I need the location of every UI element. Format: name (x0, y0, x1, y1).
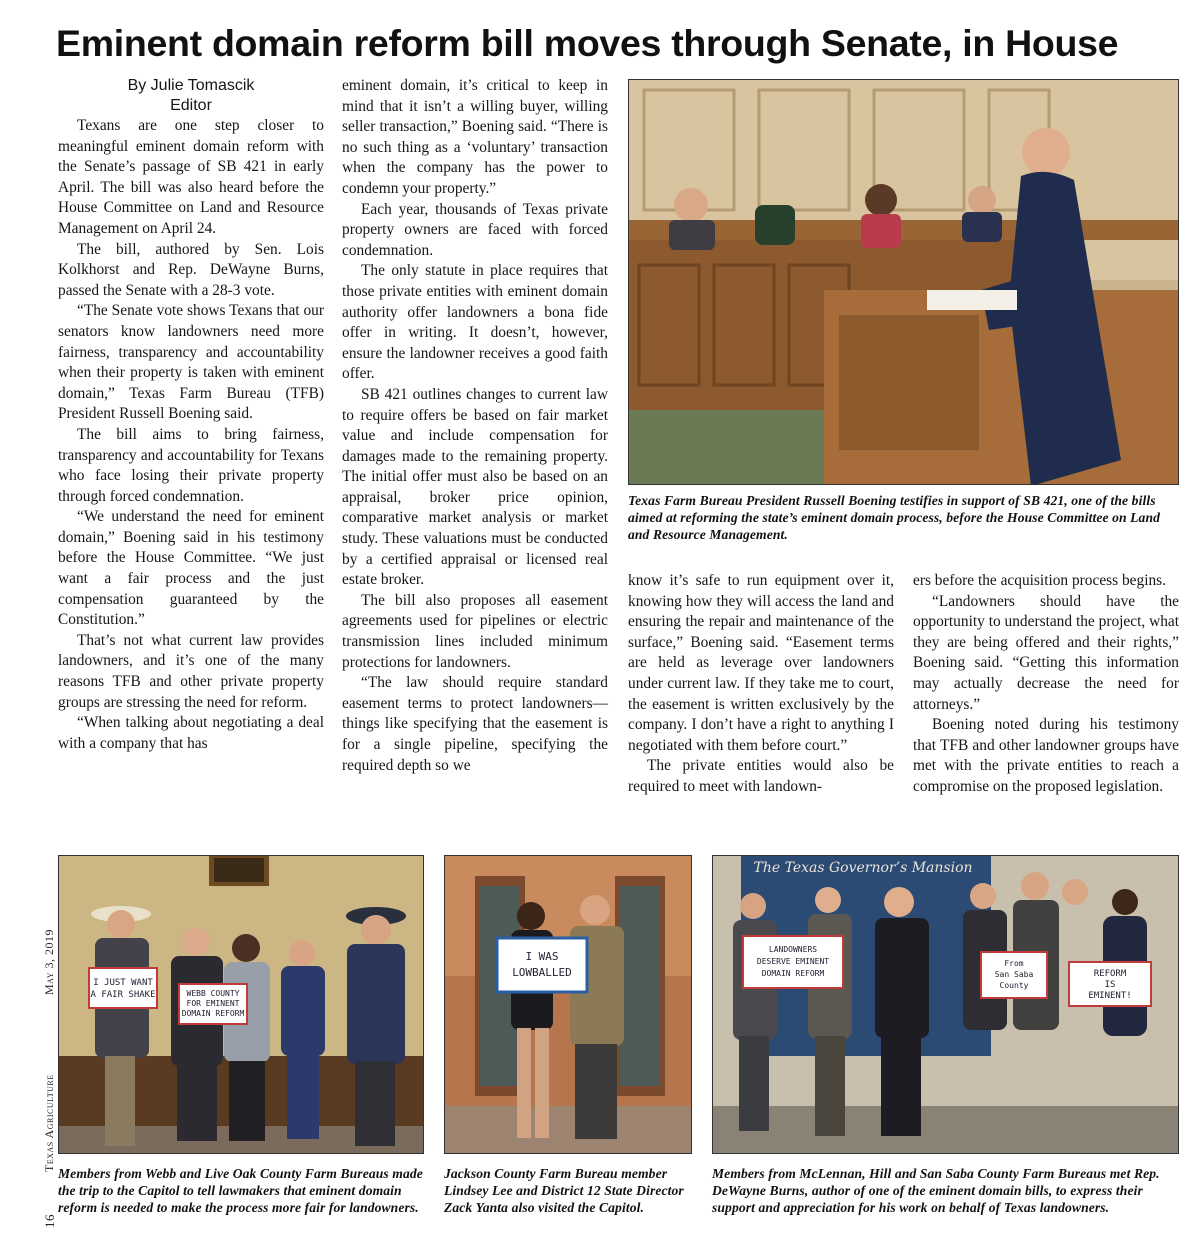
byline-author: By Julie Tomascik (127, 77, 255, 94)
caption-webb: Members from Webb and Live Oak County Farm Bureaus made the trip to the Capitol to tell lawmakers that eminent domain reform is needed to make the process more fair for landowners. (58, 1166, 423, 1215)
sidebar-publication: Texas Agriculture (42, 1074, 56, 1172)
sign-text: San Saba (994, 970, 1034, 979)
photo-webb-live-oak (58, 855, 424, 1154)
paragraph: The bill, authored by Sen. Lois Kolkhorst and Rep. DeWayne Burns, passed the Senate with a 28-3 vote. (58, 240, 324, 299)
sign-text: DOMAIN REFORM (761, 969, 825, 978)
article-column-2 (342, 76, 608, 776)
hearing-room-illustration (629, 80, 1179, 485)
sign-text: WEBB COUNTY (186, 989, 240, 998)
photo-jackson-county (444, 855, 692, 1154)
caption-jackson: Jackson County Farm Bureau member Lindsey Lee and District 12 State Director Zack Yanta also visited the Capitol. (444, 1166, 684, 1215)
sign-text: From (1004, 959, 1024, 968)
paragraph: The private entities would also be required to meet with landown- (628, 757, 894, 795)
article-column-3 (628, 571, 894, 798)
paragraph: “When talking about negotiating a deal with a company that has (58, 714, 324, 752)
paragraph: eminent domain, it’s critical to keep in mind that it isn’t a willing buyer, willing seller transaction,” Boening said. “There is no such thing as a ‘voluntary’ transaction when the company has the power to condemn your property.” (342, 77, 608, 197)
paragraph: Each year, thousands of Texas private property owners are faced with forced condemnation. (342, 200, 608, 259)
sign-text: County (999, 981, 1029, 990)
article-column-1 (58, 76, 324, 754)
mansion-sign-text: The Texas Governor’s Mansion (753, 860, 973, 876)
headline: Eminent domain reform bill moves through Senate, in House (56, 22, 1119, 64)
sidebar-page-number: 16 (42, 1214, 57, 1228)
sign-text: A FAIR SHAKE (90, 990, 156, 1000)
caption-mclennan: Members from McLennan, Hill and San Saba County Farm Bureaus met Rep. DeWayne Burns, author of one of the eminent domain bills, to express their support and appreciation for his work on behalf of Texas landowners. (712, 1166, 1160, 1215)
paragraph: “The Senate vote shows Texans that our senators know landowners need more fairness, transparency and accountability when their property is taken with eminent domain,” Texas Farm Bureau (TFB) President Russell Boening said. (58, 302, 324, 423)
sign-text: LOWBALLED (512, 966, 572, 979)
paragraph: Boening noted during his testimony that TFB and other landowner groups have met with the private entities to reach a compromise on the proposed legislation. (913, 716, 1179, 795)
paragraph: know it’s safe to run equipment over it, knowing how they will access the land and ensuring the repair and maintenance of the surface,” Boening said. “Easement terms are held as leverage over landowners under current law. If they take me to court, the easement is written exclusively by the company. I don’t have a right to anything I negotiated with them before court.” (628, 572, 894, 754)
paragraph: The bill aims to bring fairness, transparency and accountability for Texans who face losing their private property through forced condemnation. (58, 425, 324, 505)
paragraph: That’s not what current law provides landowners, and it’s one of the many reasons TFB and other private property groups are stressing the need for reform. (58, 631, 324, 711)
sign-text: IS (1104, 980, 1116, 990)
byline-role: Editor (170, 97, 212, 114)
paragraph: SB 421 outlines changes to current law to require offers be based on fair market value and include compensation for damages made to the remaining property. The initial offer must also be based on an appraisal, broker price opinion, comparative market analysis or market study. These valuations must be conducted by a certified appraisal or licensed real estate broker. (342, 385, 608, 589)
paragraph: ers before the acquisition process begins. (913, 572, 1167, 589)
paragraph: “The law should require standard easement terms to protect landowners—things like specifying that the easement is for a single pipeline, specifying the required depth so we (342, 674, 608, 774)
sign-text: I JUST WANT (93, 978, 153, 988)
sign-text: REFORM (1093, 969, 1127, 979)
sign-text: LANDOWNERS (768, 945, 818, 954)
sidebar-date: May 3, 2019 (42, 929, 56, 995)
sign-text: DESERVE EMINENT (756, 957, 830, 966)
paragraph: Texans are one step closer to meaningful eminent domain reform with the Senate’s passage of SB 421 in early April. The bill was also heard before the House Committee on Land and Resource Management on April 24. (58, 117, 324, 237)
caption-main-photo: Texas Farm Bureau President Russell Boening testifies in support of SB 421, one of the bills aimed at reforming the state’s eminent domain process, before the House Committee on Land and Resource Management. (628, 493, 1160, 542)
paragraph: “Landowners should have the opportunity to understand the project, what they are being offered and their rights,” Boening said. “Getting this information may actually decrease the need for attorneys.” (913, 592, 1179, 713)
paragraph: The only statute in place requires that those private entities with eminent domain authority offer landowners a bona fide offer in writing. It doesn’t, however, ensure the landowner receives a good faith offer. (342, 262, 608, 383)
main-photo-hearing (628, 79, 1179, 485)
jackson-illustration (445, 856, 692, 1154)
photo-mclennan-hill-san-saba (712, 855, 1179, 1154)
sign-text: EMINENT! (1088, 991, 1132, 1001)
sign-text: DOMAIN REFORM (181, 1009, 245, 1018)
article-column-4 (913, 571, 1179, 798)
sign-text: FOR EMINENT (186, 999, 240, 1008)
paragraph: The bill also proposes all easement agreements used for pipelines or electric transmission lines included minimum protections for landowners. (342, 591, 608, 671)
sign-text: I WAS (525, 950, 559, 963)
webb-group-illustration (59, 856, 424, 1154)
mclennan-illustration (713, 856, 1179, 1154)
paragraph: “We understand the need for eminent domain,” Boening said in his testimony before the House Committee. “We just want a fair process and the just compensation guaranteed by the Constitution.” (58, 508, 324, 629)
